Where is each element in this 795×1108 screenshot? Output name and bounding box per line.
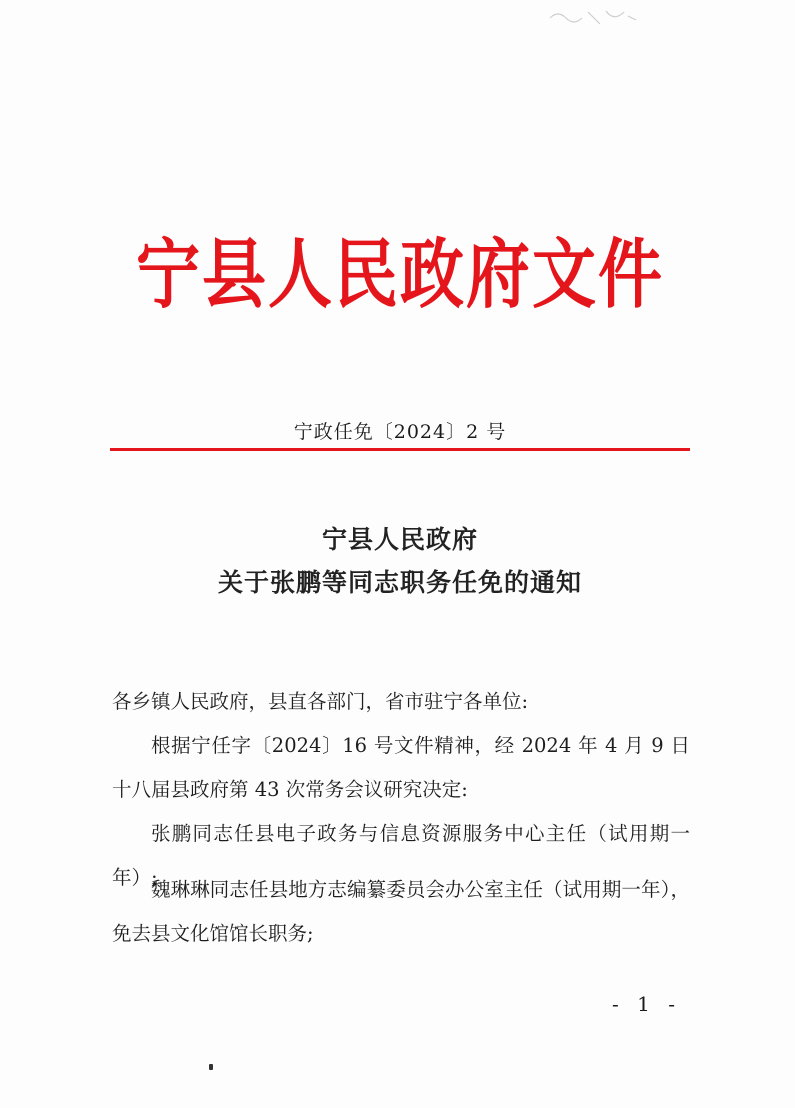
- page-number: - 1 -: [612, 992, 681, 1016]
- document-number: 宁政任免〔2024〕2 号: [293, 421, 507, 443]
- paragraph-appointment-wei: 魏琳琳同志任县地方志编纂委员会办公室主任（试用期一年），免去县文化馆馆长职务;: [112, 878, 690, 945]
- scan-stamp-mark: [548, 6, 638, 28]
- salutation: 各乡镇人民政府，县直各部门，省市驻宁各单位:: [112, 690, 529, 713]
- masthead-title: 宁县人民政府文件: [136, 232, 664, 320]
- notice-title-issuer: 宁县人民政府: [321, 525, 478, 554]
- red-separator-line: [110, 448, 690, 451]
- paragraph-decision-basis: 根据宁任字〔2024〕16 号文件精神，经 2024 年 4 月 9 日十八届县政府第 43 次常务会议研究决定:: [112, 734, 690, 801]
- paragraph-appointment-zhang: 张鹏同志任县电子政务与信息资源服务中心主任（试用期一年）;: [112, 822, 690, 889]
- notice-title-subject: 关于张鹏等同志职务任免的通知: [217, 568, 582, 597]
- scan-speck: [209, 1064, 213, 1070]
